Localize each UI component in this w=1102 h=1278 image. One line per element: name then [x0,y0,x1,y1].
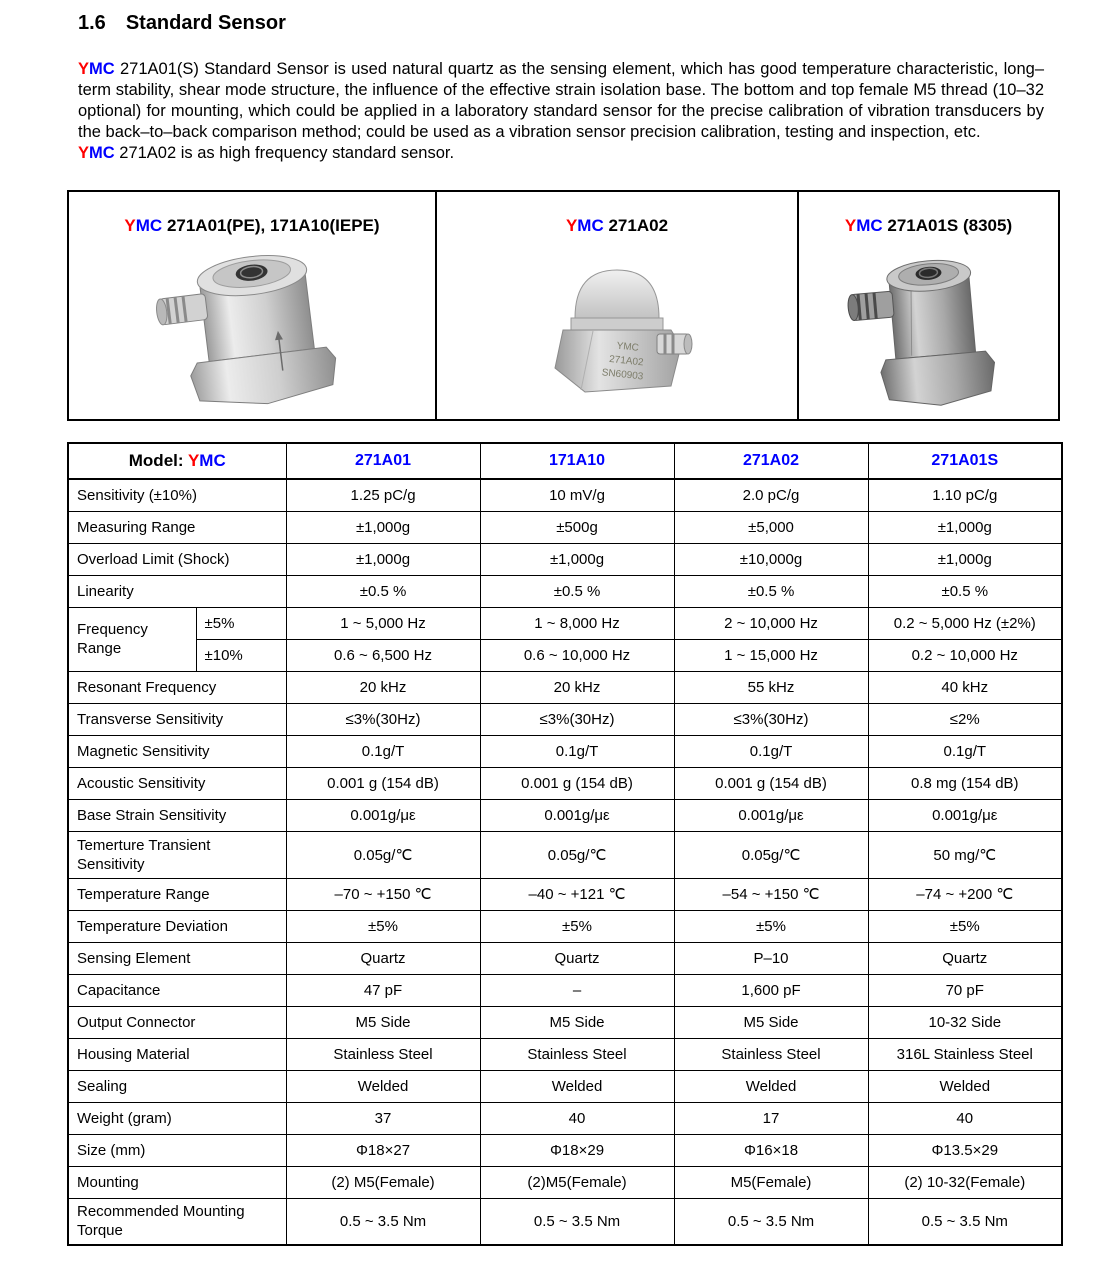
spec-value: Φ18×29 [480,1134,674,1166]
spec-value: 0.2 ~ 10,000 Hz [868,639,1062,671]
spec-value: 0.001 g (154 dB) [286,767,480,799]
row-label: Linearity [68,575,286,607]
spec-row-frequency-5pct [68,607,1062,639]
spec-row-transverse-sensitivity [68,703,1062,735]
spec-value: 50 mg/℃ [868,831,1062,878]
row-label: Overload Limit (Shock) [68,543,286,575]
brand-y: Y [187,451,200,470]
spec-value: 0.1g/T [480,735,674,767]
row-label: Magnetic Sensitivity [68,735,286,767]
sensor-271a01s-photo [847,242,1011,408]
spec-value: 0.8 mg (154 dB) [868,767,1062,799]
section-heading [78,12,1102,35]
spec-value: ±5,000 [674,511,868,543]
spec-value: 70 pF [868,974,1062,1006]
row-label: Sensitivity (±10%) [68,479,286,511]
row-label: Capacitance [68,974,286,1006]
row-label: Temerture Transient Sensitivity [68,831,286,878]
row-label: Sensing Element [68,942,286,974]
spec-value: 0.1g/T [868,735,1062,767]
spec-value: 0.001g/με [868,799,1062,831]
spec-value: Welded [674,1070,868,1102]
spec-value: 0.001 g (154 dB) [674,767,868,799]
spec-value: 1 ~ 8,000 Hz [480,607,674,639]
gallery-cell-271a01s [799,192,1058,419]
spec-value: ±1,000g [480,543,674,575]
spec-value: 1,600 pF [674,974,868,1006]
model-column-header: 271A01 [286,443,480,479]
spec-row-linearity [68,575,1062,607]
spec-value: ±5% [868,910,1062,942]
spec-row-weight [68,1102,1062,1134]
row-label: Weight (gram) [68,1102,286,1134]
spec-value: ±0.5 % [868,575,1062,607]
brand-mc: MC [135,216,163,235]
spec-row-acoustic-sensitivity [68,767,1062,799]
spec-value: 40 [868,1102,1062,1134]
spec-value: Stainless Steel [480,1038,674,1070]
spec-row-frequency-10pct [68,639,1062,671]
spec-value: ±5% [674,910,868,942]
spec-row-magnetic-sensitivity [68,735,1062,767]
spec-value: ±0.5 % [480,575,674,607]
table-header-row [68,443,1062,479]
sensor-271a01-photo [147,242,357,408]
spec-value: Φ18×27 [286,1134,480,1166]
product-label-text: 271A02 [603,216,669,235]
spec-value: 1 ~ 15,000 Hz [674,639,868,671]
spec-row-overload-limit [68,543,1062,575]
row-label: Measuring Range [68,511,286,543]
spec-value: –70 ~ +150 ℃ [286,878,480,910]
datasheet-page [0,12,1102,1246]
spec-value: 0.05g/℃ [480,831,674,878]
section-number: 1.6 [78,12,106,34]
engraving-brand: YMC [616,340,640,354]
row-label: Transverse Sensitivity [68,703,286,735]
spec-row-sealing [68,1070,1062,1102]
spec-value: 47 pF [286,974,480,1006]
intro-text: 271A01(S) Standard Sensor is used natural quartz as the sensing element, which has good temperature characteristic, long–term stability, shear mode structure, the influence of the effective strain isolation base. The bottom and top female M5 thread (10–32 optional) for mounting, which could be applied in a laboratory standard sensor for the precise calibration of vibration transducers by the back–to–back comparison method; could be used as a vibration sensor precision calibration, testing and inspection, etc. [78,60,1044,141]
spec-value: ±0.5 % [286,575,480,607]
spec-value: –74 ~ +200 ℃ [868,878,1062,910]
spec-value: 10 mV/g [480,479,674,511]
spec-value: 40 [480,1102,674,1134]
brand-y: Y [844,216,857,235]
spec-row-resonant-frequency [68,671,1062,703]
spec-value: Φ13.5×29 [868,1134,1062,1166]
spec-value: ≤3%(30Hz) [674,703,868,735]
spec-row-temperature-range [68,878,1062,910]
tolerance-label: ±5% [196,607,286,639]
gallery-cell-271a01 [69,192,435,419]
spec-value: 0.1g/T [674,735,868,767]
spec-value: ±1,000g [286,543,480,575]
brand-y: Y [124,216,136,235]
spec-value: ±1,000g [868,511,1062,543]
spec-value: –54 ~ +150 ℃ [674,878,868,910]
spec-value: 0.05g/℃ [674,831,868,878]
engraving-serial: SN60903 [601,367,644,383]
spec-value: P–10 [674,942,868,974]
spec-value: 0.6 ~ 10,000 Hz [480,639,674,671]
row-label: Size (mm) [68,1134,286,1166]
product-gallery [67,190,1060,421]
row-label: Temperature Range [68,878,286,910]
spec-row-temperature-deviation [68,910,1062,942]
model-column-header: 271A02 [674,443,868,479]
spec-value: 316L Stainless Steel [868,1038,1062,1070]
spec-value: ±10,000g [674,543,868,575]
spec-value: 0.05g/℃ [286,831,480,878]
spec-value: – [480,974,674,1006]
spec-value: 2.0 pC/g [674,479,868,511]
spec-value: ≤2% [868,703,1062,735]
spec-value: 17 [674,1102,868,1134]
intro-paragraph [78,59,1044,143]
section-title: Standard Sensor [125,12,286,34]
spec-value: Welded [480,1070,674,1102]
spec-value: 20 kHz [480,671,674,703]
spec-value: Welded [286,1070,480,1102]
spec-value: 0.2 ~ 5,000 Hz (±2%) [868,607,1062,639]
spec-row-temperature-transient-sensitivity [68,831,1062,878]
row-label: Base Strain Sensitivity [68,799,286,831]
product-label-text: 271A01S (8305) [882,216,1013,235]
spec-value: (2)M5(Female) [480,1166,674,1198]
spec-value: ±500g [480,511,674,543]
row-label: Acoustic Sensitivity [68,767,286,799]
spec-row-sensitivity [68,479,1062,511]
row-label: Resonant Frequency [68,671,286,703]
intro-paragraph-2 [78,143,1044,164]
row-label: Output Connector [68,1006,286,1038]
spec-value: 0.001g/με [286,799,480,831]
row-label: Sealing [68,1070,286,1102]
intro-text-2: 271A02 is as high frequency standard sensor. [114,144,455,162]
spec-row-size [68,1134,1062,1166]
spec-value: 0.5 ~ 3.5 Nm [480,1198,674,1245]
model-label: Model: [128,451,188,470]
engraving-model: 271A02 [608,353,645,369]
frequency-range-label: Frequency Range [68,607,196,671]
spec-value: M5 Side [674,1006,868,1038]
sensor-271a02-photo [529,254,705,400]
spec-value: M5 Side [286,1006,480,1038]
spec-value: 0.001g/με [674,799,868,831]
spec-value: Quartz [480,942,674,974]
spec-value: 10-32 Side [868,1006,1062,1038]
model-column-header: 271A01S [868,443,1062,479]
brand-mc: MC [89,144,115,162]
spec-value: M5(Female) [674,1166,868,1198]
spec-value: ±1,000g [868,543,1062,575]
spec-table [67,442,1063,1246]
brand-y: Y [565,216,578,235]
product-label-text: 271A01(PE), 171A10(IEPE) [162,216,380,235]
tolerance-label: ±10% [196,639,286,671]
spec-value: 0.001g/με [480,799,674,831]
product-label [566,216,668,236]
spec-value: 0.6 ~ 6,500 Hz [286,639,480,671]
spec-row-measuring-range [68,511,1062,543]
spec-row-capacitance [68,974,1062,1006]
spec-value: ±5% [480,910,674,942]
brand-mc: MC [856,216,883,235]
spec-value: 0.5 ~ 3.5 Nm [286,1198,480,1245]
product-label [124,216,379,236]
spec-value: ±0.5 % [674,575,868,607]
spec-row-mounting-torque [68,1198,1062,1245]
spec-value: 0.5 ~ 3.5 Nm [868,1198,1062,1245]
spec-value: Φ16×18 [674,1134,868,1166]
spec-value: Welded [868,1070,1062,1102]
spec-value: Quartz [286,942,480,974]
spec-value: (2) 10-32(Female) [868,1166,1062,1198]
spec-row-mounting [68,1166,1062,1198]
row-label: Temperature Deviation [68,910,286,942]
spec-value: ±5% [286,910,480,942]
spec-value: ≤3%(30Hz) [286,703,480,735]
spec-value: 1.25 pC/g [286,479,480,511]
spec-value: M5 Side [480,1006,674,1038]
model-header-cell [68,443,286,479]
brand-mc: MC [199,451,226,470]
row-label: Housing Material [68,1038,286,1070]
spec-value: 0.5 ~ 3.5 Nm [674,1198,868,1245]
brand-mc: MC [89,60,115,78]
spec-row-sensing-element [68,942,1062,974]
spec-value: Quartz [868,942,1062,974]
row-label: Recommended Mounting Torque [68,1198,286,1245]
spec-value: –40 ~ +121 ℃ [480,878,674,910]
spec-value: Stainless Steel [674,1038,868,1070]
spec-row-base-strain-sensitivity [68,799,1062,831]
spec-value: (2) M5(Female) [286,1166,480,1198]
spec-value: 20 kHz [286,671,480,703]
spec-value: 2 ~ 10,000 Hz [674,607,868,639]
row-label: Mounting [68,1166,286,1198]
spec-value: 1.10 pC/g [868,479,1062,511]
spec-value: 0.1g/T [286,735,480,767]
spec-value: 37 [286,1102,480,1134]
spec-value: 40 kHz [868,671,1062,703]
spec-value: Stainless Steel [286,1038,480,1070]
spec-value: ≤3%(30Hz) [480,703,674,735]
spec-value: ±1,000g [286,511,480,543]
gallery-cell-271a02 [435,192,799,419]
brand-y: Y [78,60,90,78]
spec-value: 1 ~ 5,000 Hz [286,607,480,639]
spec-row-output-connector [68,1006,1062,1038]
spec-value: 55 kHz [674,671,868,703]
spec-row-housing-material [68,1038,1062,1070]
model-column-header: 171A10 [480,443,674,479]
brand-mc: MC [577,216,604,235]
product-label [845,216,1012,236]
brand-y: Y [78,144,90,162]
spec-value: 0.001 g (154 dB) [480,767,674,799]
